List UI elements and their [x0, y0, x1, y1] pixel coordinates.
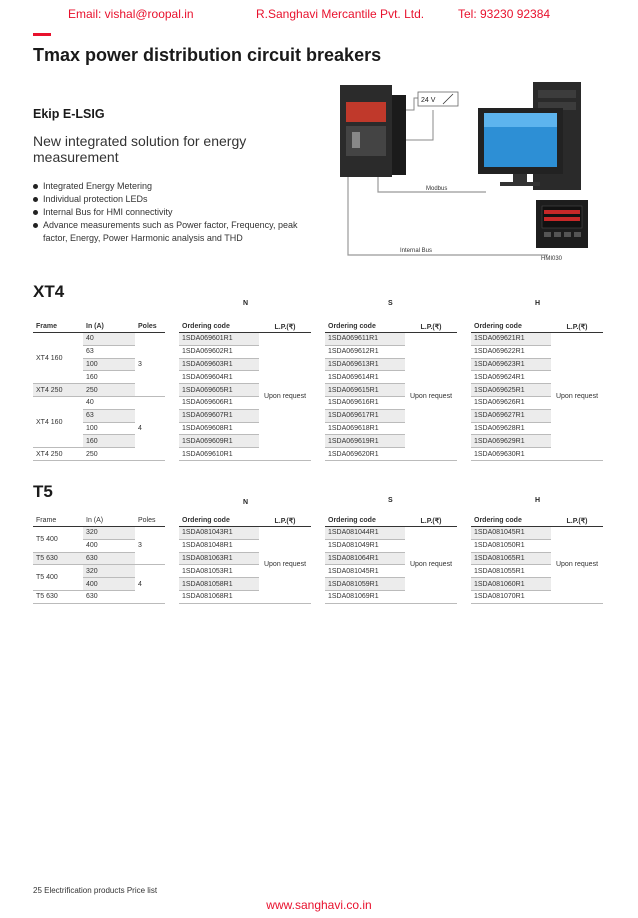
table-row: 1SDA069623R1	[471, 358, 603, 371]
col-ordering-code: Ordering code	[471, 515, 551, 527]
table-row: T5 400 320 4	[33, 565, 165, 578]
col-frame: Frame	[33, 321, 83, 333]
t5-frame-table	[33, 515, 165, 604]
bullet-icon	[33, 184, 38, 189]
t5-n-table	[179, 515, 311, 604]
table-row: 1SDA081053R1	[179, 565, 311, 578]
table-row: 400	[33, 539, 165, 552]
table-row: 1SDA069608R1	[179, 422, 311, 435]
group-label-n: N	[243, 499, 249, 506]
table-row: 1SDA069601R1 Upon request	[179, 333, 311, 346]
page-title: Tmax power distribution circuit breakers	[33, 45, 382, 65]
bullet-icon	[33, 223, 38, 228]
table-row: 1SDA081070R1	[471, 590, 603, 603]
xt4-frame-table	[33, 321, 165, 461]
table-row: XT4 250 250	[33, 448, 165, 461]
table-row: 1SDA081059R1	[325, 578, 457, 591]
product-subtitle: Ekip E-LSIG	[33, 107, 105, 121]
table-row: 1SDA081069R1	[325, 590, 457, 603]
table-row: 100	[33, 422, 165, 435]
label-hmi: HMI030	[541, 256, 563, 262]
table-row: 1SDA081058R1	[179, 578, 311, 591]
col-ordering-code: Ordering code	[179, 321, 259, 333]
table-row: 1SDA069605R1	[179, 384, 311, 397]
table-row: 1SDA069611R1 Upon request	[325, 333, 457, 346]
col-lp: L.P.(₹)	[551, 515, 603, 527]
table-row: XT4 160 40 3	[33, 333, 165, 346]
table-row: 1SDA069607R1	[179, 409, 311, 422]
table-row: T5 400 320 3	[33, 527, 165, 540]
table-row: 1SDA081050R1	[471, 539, 603, 552]
table-row: 1SDA069612R1	[325, 345, 457, 358]
col-poles: Poles	[135, 321, 165, 333]
table-row: 1SDA069628R1	[471, 422, 603, 435]
xt4-h-table	[471, 321, 603, 461]
table-row: T5 630 630	[33, 552, 165, 565]
table-row: 1SDA081060R1	[471, 578, 603, 591]
table-row: 1SDA069602R1	[179, 345, 311, 358]
table-row: 1SDA069609R1	[179, 435, 311, 448]
table-row: 63	[33, 409, 165, 422]
table-row: 1SDA069622R1	[471, 345, 603, 358]
table-row: 1SDA069619R1	[325, 435, 457, 448]
circuit-breaker-icon	[340, 85, 406, 177]
col-lp: L.P.(₹)	[551, 321, 603, 333]
feature-item: Internal Bus for HMI connectivity	[33, 206, 313, 219]
table-row: 1SDA081044R1 Upon request	[325, 527, 457, 540]
table-row: 1SDA081048R1	[179, 539, 311, 552]
table-row: 1SDA069614R1	[325, 371, 457, 384]
table-row: 1SDA069610R1	[179, 448, 311, 461]
ekip-system-illustration	[318, 80, 618, 265]
table-row: XT4 250 250	[33, 384, 165, 397]
table-row: 1SDA069613R1	[325, 358, 457, 371]
xt4-n-table	[179, 321, 311, 461]
table-row: 1SDA069604R1	[179, 371, 311, 384]
group-label-s: S	[388, 497, 393, 504]
table-row: 1SDA069615R1	[325, 384, 457, 397]
contact-company: R.Sanghavi Mercantile Pvt. Ltd.	[256, 7, 425, 21]
table-row: 1SDA081045R1 Upon request	[471, 527, 603, 540]
table-row: 160	[33, 371, 165, 384]
table-row: 1SDA069624R1	[471, 371, 603, 384]
col-in: In (A)	[83, 321, 135, 333]
bullet-icon	[33, 197, 38, 202]
table-row: 63	[33, 345, 165, 358]
table-row: T5 630 630	[33, 590, 165, 603]
xt4-s-table	[325, 321, 457, 461]
col-lp: L.P.(₹)	[259, 321, 311, 333]
table-row: 1SDA069603R1	[179, 358, 311, 371]
table-row: 400	[33, 578, 165, 591]
table-row: 1SDA069625R1	[471, 384, 603, 397]
group-label-s: S	[388, 300, 393, 307]
col-ordering-code: Ordering code	[471, 321, 551, 333]
table-row: 100	[33, 358, 165, 371]
table-row: XT4 160 40 4	[33, 396, 165, 409]
table-row: 1SDA081043R1 Upon request	[179, 527, 311, 540]
col-ordering-code: Ordering code	[179, 515, 259, 527]
feature-list	[33, 180, 313, 245]
t5-s-table	[325, 515, 457, 604]
feature-item: Advance measurements such as Power factor, Frequency, peak factor, Energy, Power Harmonic analysis and THD	[33, 219, 313, 245]
table-row: 1SDA081064R1	[325, 552, 457, 565]
col-lp: L.P.(₹)	[259, 515, 311, 527]
feature-item: Individual protection LEDs	[33, 193, 313, 206]
t5-h-table	[471, 515, 603, 604]
label-internal-bus: Internal Bus	[400, 248, 433, 254]
table-row: 1SDA081068R1	[179, 590, 311, 603]
label-24v: 24 V	[421, 97, 436, 104]
col-ordering-code: Ordering code	[325, 321, 405, 333]
website-link[interactable]: www.sanghavi.co.in	[266, 898, 372, 912]
col-lp: L.P.(₹)	[405, 321, 457, 333]
table-row: 1SDA081045R1	[325, 565, 457, 578]
table-row: 1SDA069616R1	[325, 396, 457, 409]
bullet-icon	[33, 210, 38, 215]
table-row: 1SDA069606R1	[179, 396, 311, 409]
table-row: 1SDA069627R1	[471, 409, 603, 422]
col-poles: Poles	[135, 515, 165, 527]
col-frame: Frame	[33, 515, 83, 527]
table-row: 1SDA069626R1	[471, 396, 603, 409]
table-row: 1SDA069630R1	[471, 448, 603, 461]
table-row: 1SDA069629R1	[471, 435, 603, 448]
section-heading-xt4: XT4	[33, 282, 65, 301]
table-row: 1SDA069618R1	[325, 422, 457, 435]
feature-item: Integrated Energy Metering	[33, 180, 313, 193]
table-row: 1SDA081063R1	[179, 552, 311, 565]
table-row: 1SDA081049R1	[325, 539, 457, 552]
intro-text: New integrated solution for energy measurement	[33, 133, 247, 165]
label-modbus: Modbus	[426, 186, 448, 192]
group-label-h: H	[535, 300, 541, 307]
section-heading-t5: T5	[33, 482, 53, 501]
table-row: 1SDA081055R1	[471, 565, 603, 578]
table-row: 160	[33, 435, 165, 448]
col-lp: L.P.(₹)	[405, 515, 457, 527]
hmi-panel-icon	[536, 200, 588, 248]
accent-bar	[33, 33, 51, 36]
table-row: 1SDA081065R1	[471, 552, 603, 565]
contact-tel: Tel: 93230 92384	[458, 7, 551, 21]
table-row: 1SDA069620R1	[325, 448, 457, 461]
col-in: In (A)	[83, 515, 135, 527]
computer-icon	[478, 82, 581, 190]
table-row: 1SDA069617R1	[325, 409, 457, 422]
col-ordering-code: Ordering code	[325, 515, 405, 527]
group-label-h: H	[535, 497, 541, 504]
contact-email: Email: vishal@roopal.in	[68, 7, 194, 21]
table-row: 1SDA069621R1 Upon request	[471, 333, 603, 346]
page-footer: 25 Electrification products Price list	[33, 886, 158, 895]
group-label-n: N	[243, 300, 249, 307]
